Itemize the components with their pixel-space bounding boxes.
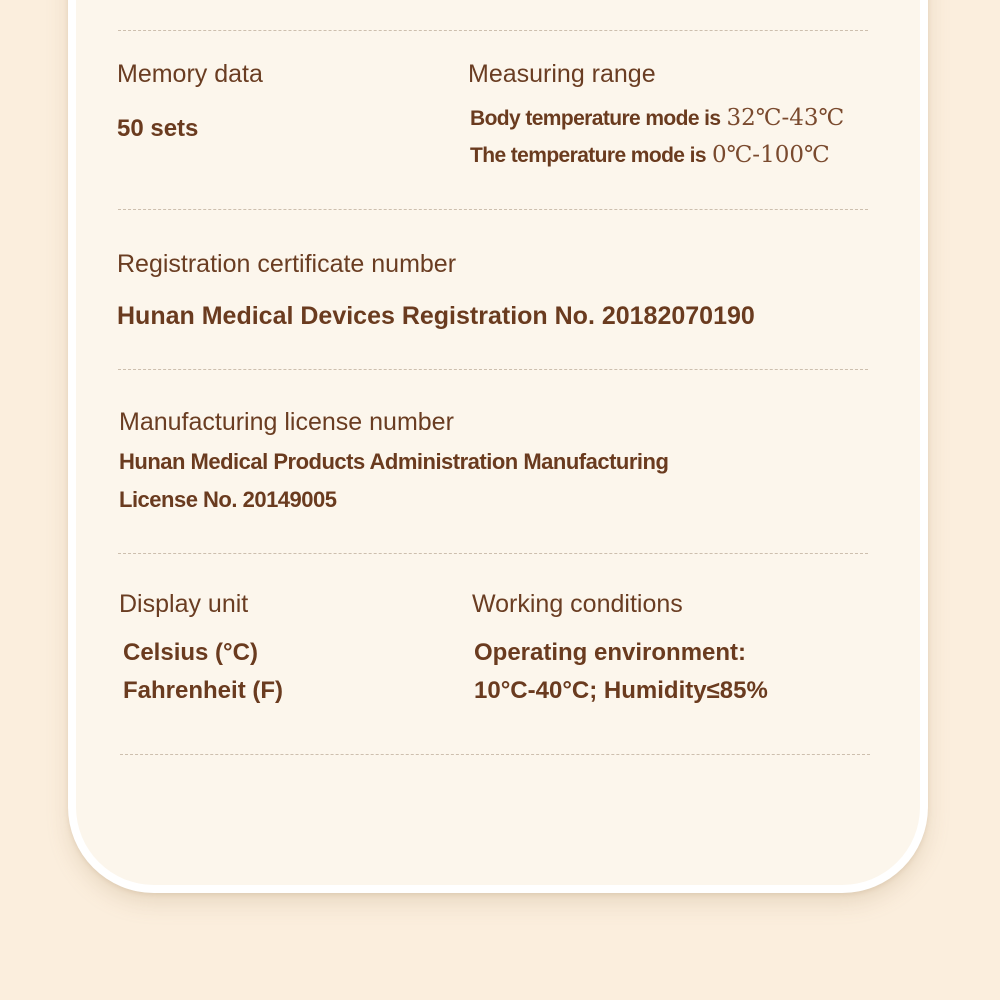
divider [120,754,870,755]
manufacturing-value-line1: Hunan Medical Products Administration Manufacturing [119,449,669,474]
divider [118,30,868,31]
display-unit-celsius: Celsius (°C) [123,639,258,666]
display-unit-fahrenheit: Fahrenheit (F) [123,677,283,704]
working-conditions-line1: Operating environment: [474,639,747,666]
manufacturing-label: Manufacturing license number [119,408,454,436]
object-temperature-range [470,142,830,168]
measuring-range-label: Measuring range [468,60,656,88]
object-temperature-value: 0℃-100℃ [711,142,830,168]
memory-data-value: 50 sets [117,115,199,142]
registration-value: Hunan Medical Devices Registration No. 20182070190 [117,302,755,330]
body-temperature-label: Body temperature mode is [470,107,721,130]
working-conditions-label: Working conditions [472,590,683,618]
divider [118,369,868,370]
divider [118,553,868,554]
memory-data-label: Memory data [117,60,263,88]
body-temperature-value: 32℃-43℃ [726,105,845,131]
display-unit-label: Display unit [119,590,249,618]
working-conditions-line2: 10°C-40°C; Humidity≤85% [474,677,768,704]
spec-card-inner [76,0,920,885]
divider [118,209,868,210]
object-temperature-label: The temperature mode is [470,144,706,167]
registration-label: Registration certificate number [117,250,457,278]
body-temperature-range [470,105,844,131]
manufacturing-value-line2: License No. 20149005 [119,487,337,512]
